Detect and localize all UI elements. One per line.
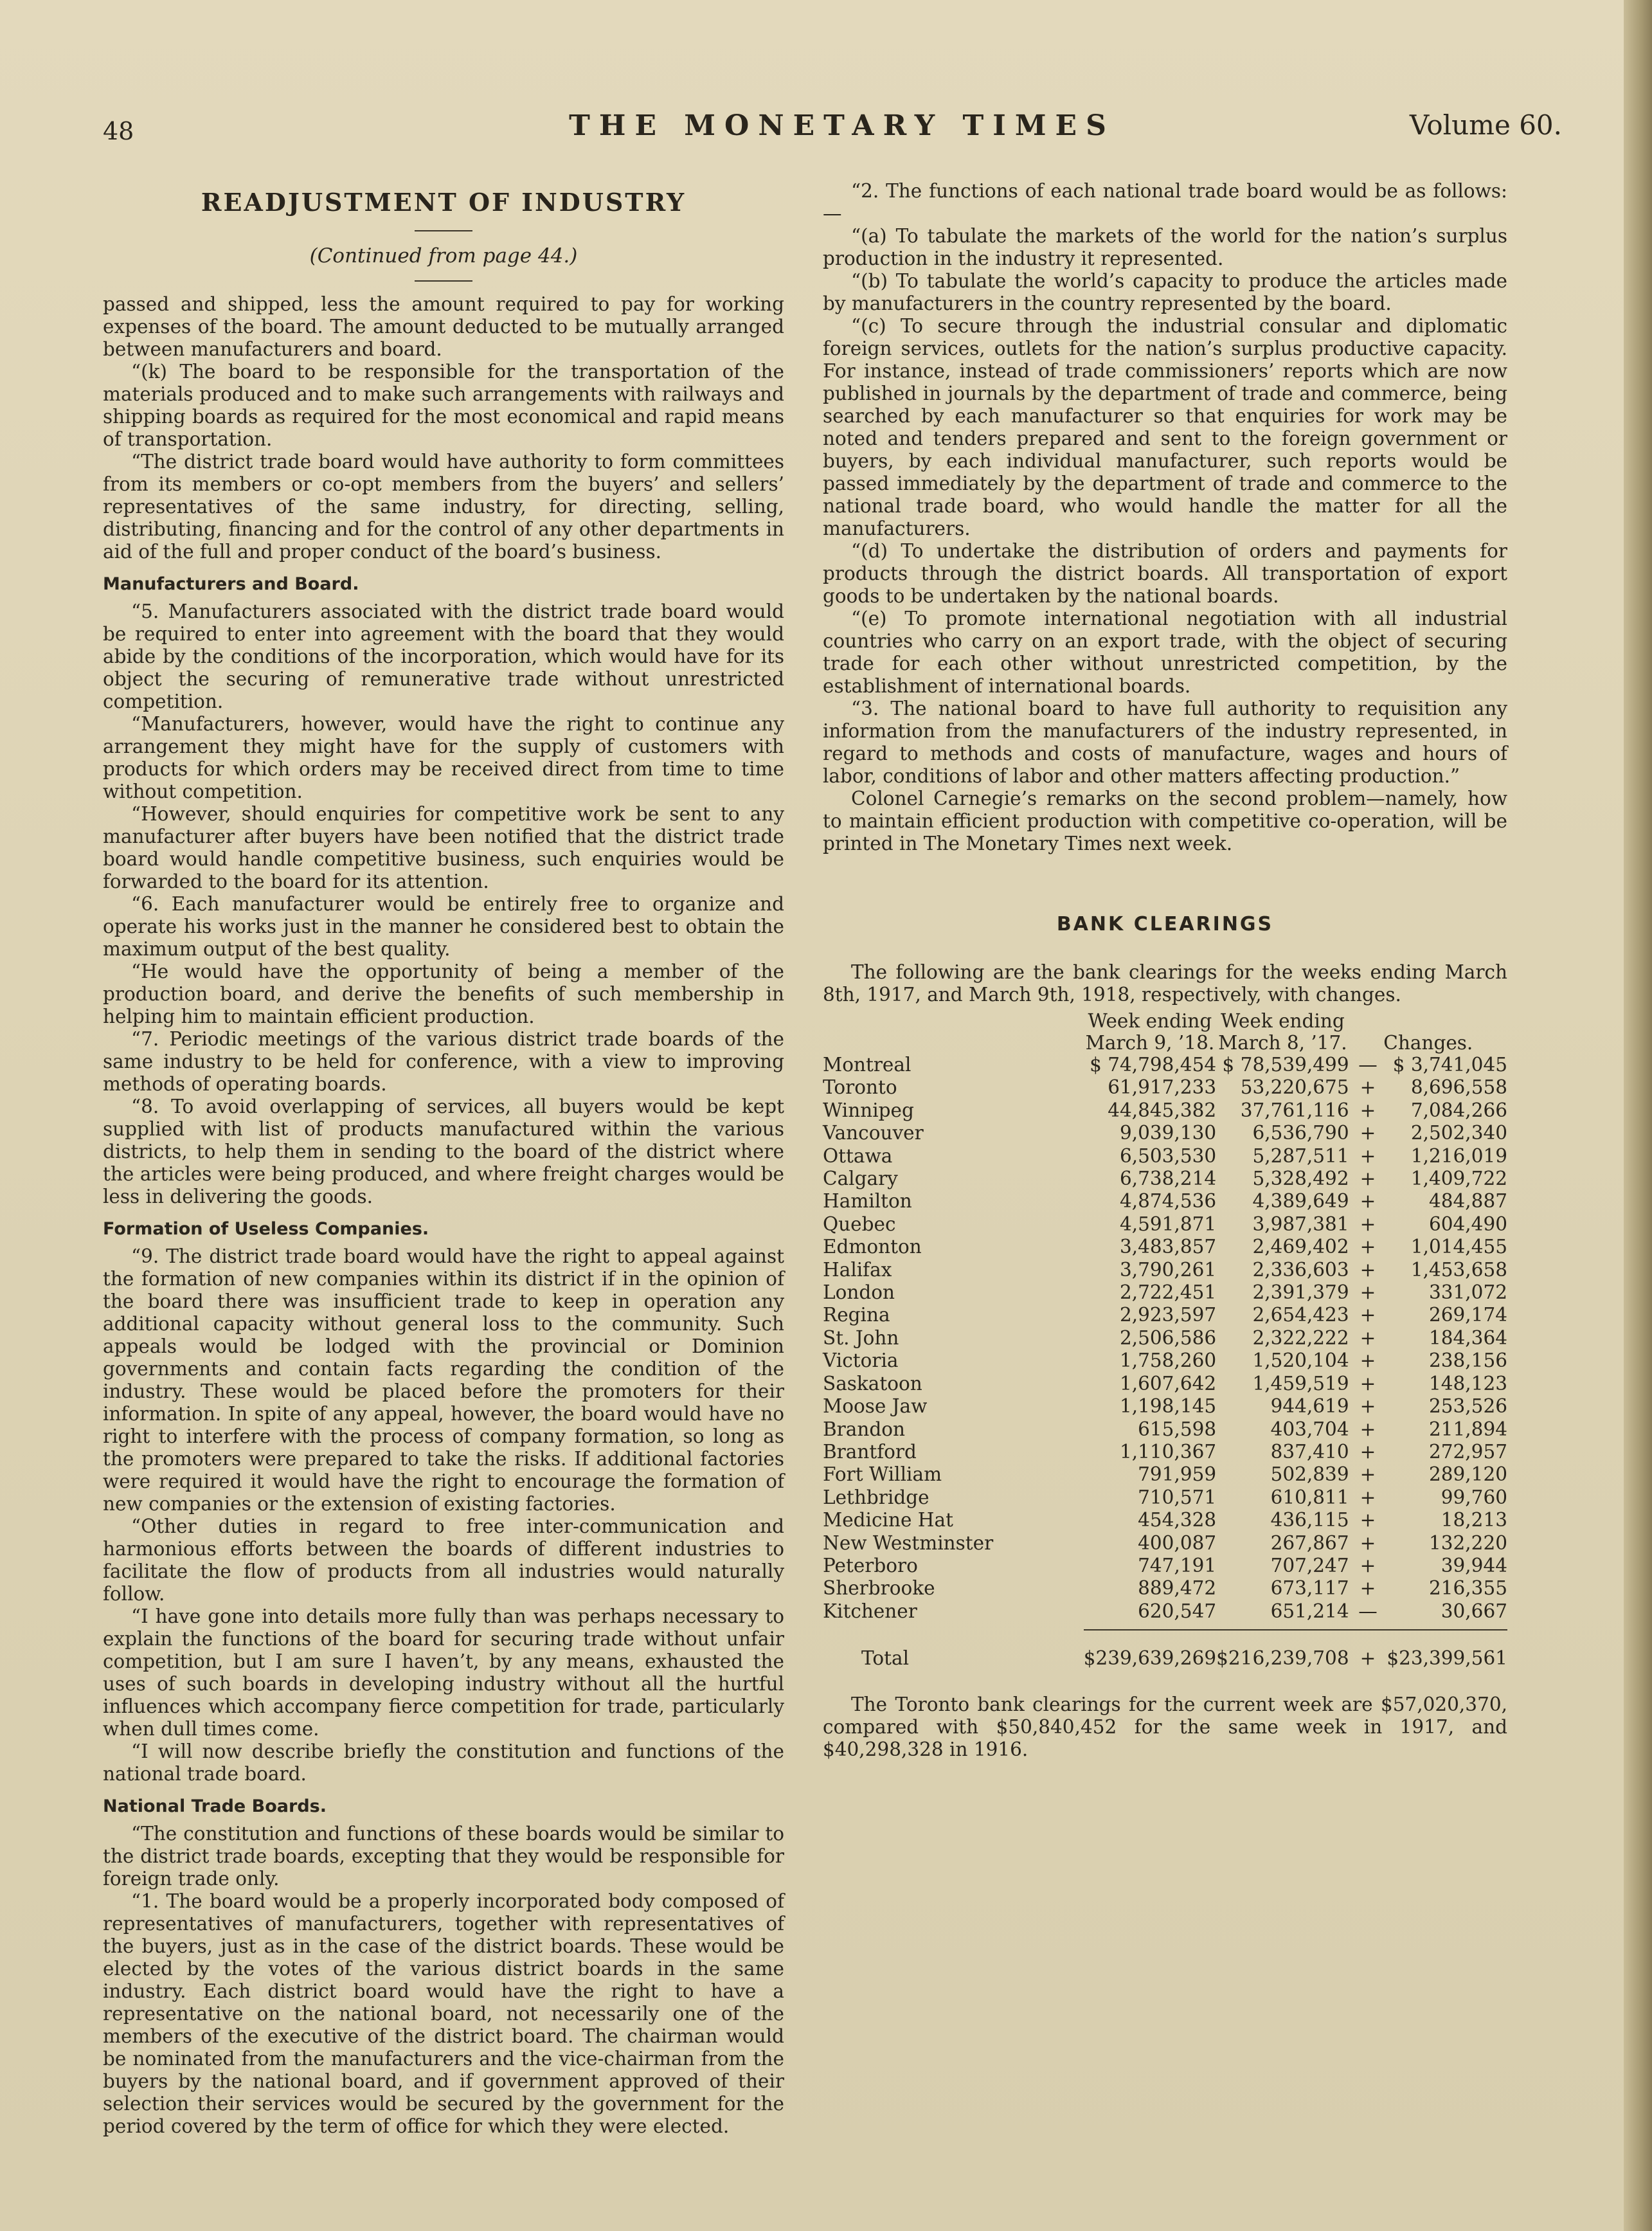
- week-1918-cell: 2,506,586: [1120, 1326, 1217, 1349]
- change-cell: 148,123: [1429, 1372, 1507, 1395]
- total-row: [823, 1630, 1507, 1670]
- paragraph: “(a) To tabulate the markets of the world for the nation’s surplus production in the industry it represented.: [823, 225, 1507, 269]
- table-row: [823, 1486, 1507, 1509]
- table-row: [823, 1577, 1507, 1600]
- table-row: [823, 1395, 1507, 1418]
- change-cell: 7,084,266: [1410, 1099, 1507, 1121]
- total-label: Total: [861, 1647, 910, 1669]
- city-cell: Winnipeg: [823, 1099, 914, 1121]
- week-1917-cell: 2,391,379: [1252, 1281, 1349, 1304]
- total-change: $23,399,561: [1387, 1647, 1507, 1670]
- week-1918-cell: 4,591,871: [1120, 1213, 1217, 1235]
- change-cell: 1,409,722: [1410, 1168, 1507, 1190]
- city-cell: St. John: [823, 1326, 899, 1349]
- change-cell: 253,526: [1429, 1395, 1507, 1418]
- city-cell: Edmonton: [823, 1236, 922, 1258]
- week-1917-cell: 707,247: [1270, 1554, 1349, 1576]
- change-cell: 132,220: [1429, 1531, 1507, 1554]
- city-cell: Lethbridge: [823, 1486, 929, 1508]
- week-1917-cell: 53,220,675: [1240, 1076, 1349, 1099]
- paragraph: “(k) The board to be responsible for the transportation of the materials produced and to make such arrangements with railways and shipping boards as required for the most economical and rapid means of transportation.: [103, 361, 784, 450]
- change-cell: 289,120: [1429, 1463, 1507, 1486]
- paragraph: “(c) To secure through the industrial consular and diplomatic foreign services, outlets for the nation’s surplus productive capacity. For instance, instead of trade commissioners’ reports which are now published in journals by the department of trade and commerce, being searched by each manufacturer so that enquiries for work may be noted and tenders prepared and sent to the foreign government or buyers, by each individual manufacturer, such reports would be passed immediately by the department of trade and commerce to the national trade board, who would handle the matter for all the manufacturers.: [823, 315, 1507, 539]
- city-cell: New Westminster: [823, 1531, 994, 1554]
- city-cell: Moose Jaw: [823, 1395, 928, 1418]
- total-1917: $216,239,708: [1216, 1647, 1349, 1670]
- page-edge: [1624, 0, 1652, 2231]
- table-row: [823, 1555, 1507, 1577]
- change-cell: 604,490: [1429, 1213, 1507, 1235]
- change-cell: 30,667: [1441, 1600, 1507, 1622]
- paragraph: “(d) To undertake the distribution of orders and payments for products through the district boards. All transportation of export goods to be undertaken by the national boards.: [823, 540, 1507, 607]
- paragraph: “I have gone into details more fully than was perhaps necessary to explain the functions of the board for securing trade without unfair competition, but I am sure I haven’t, by any means, exhausted the uses of such boards in developing industry without all the hurtful influences which accompany fierce competition for trade, particularly when dull times come.: [103, 1605, 784, 1740]
- paragraph: “I will now describe briefly the constitution and functions of the national trade board.: [103, 1740, 784, 1785]
- city-header: [823, 1010, 1084, 1054]
- table-row: [823, 1532, 1507, 1555]
- change-sign-cell: +: [1360, 1304, 1376, 1326]
- week-1917-cell: 1,520,104: [1252, 1350, 1349, 1372]
- week-1918-cell: 4,874,536: [1120, 1190, 1217, 1213]
- subheading-national-boards: National Trade Boards.: [103, 1796, 327, 1816]
- change-sign-cell: +: [1360, 1281, 1376, 1304]
- week-1918-cell: 61,917,233: [1108, 1076, 1217, 1099]
- table-row: [823, 1168, 1507, 1190]
- week-1917-cell: 5,287,511: [1252, 1144, 1349, 1167]
- week-1917-cell: 403,704: [1270, 1418, 1349, 1440]
- week-1917-cell: 1,459,519: [1252, 1372, 1349, 1395]
- change-sign-cell: +: [1360, 1144, 1376, 1167]
- paragraph: “7. Periodic meetings of the various district trade boards of the same industry to be held for conference, with a view to improving methods of operating boards.: [103, 1028, 784, 1095]
- closing-paragraph: Colonel Carnegie’s remarks on the second problem—namely, how to maintain efficient production with competitive co-operation, will be printed in The Monetary Times next week.: [823, 788, 1507, 854]
- rule-cell: [1349, 1623, 1507, 1630]
- change-cell: 272,957: [1429, 1440, 1507, 1463]
- week-1918-cell: $ 74,798,454: [1090, 1054, 1217, 1076]
- header-line: March 8, ’17.: [1218, 1032, 1347, 1054]
- week-1918-cell: 9,039,130: [1120, 1122, 1217, 1144]
- paragraph: “2. The functions of each national trade board would be as follows:—: [823, 180, 1507, 224]
- change-cell: 184,364: [1429, 1326, 1507, 1349]
- article-title: READJUSTMENT OF INDUSTRY: [201, 188, 687, 217]
- city-cell: Calgary: [823, 1168, 898, 1190]
- table-row: [823, 1190, 1507, 1213]
- paragraph: “The district trade board would have authority to form committees from its members or co-opt members from the buyers’ and sellers’ representatives of the same industry, for directing, selling, distributing, financing and for the control of any other departments in aid of the full and proper conduct of the board’s business.: [103, 451, 784, 563]
- week-1918-cell: 889,472: [1138, 1577, 1217, 1600]
- table-row: [823, 1509, 1507, 1531]
- city-cell: Quebec: [823, 1213, 896, 1235]
- paragraph: “6. Each manufacturer would be entirely free to organize and operate his works just in the manner he considered best to obtain the maximum output of the best quality.: [103, 893, 784, 960]
- week-1917-header: [1216, 1010, 1349, 1054]
- week-1917-cell: 610,811: [1270, 1486, 1349, 1508]
- change-sign-cell: +: [1360, 1463, 1376, 1486]
- change-cell: 99,760: [1441, 1486, 1507, 1508]
- table-row: [823, 1236, 1507, 1258]
- paragraph: “9. The district trade board would have the right to appeal against the formation of new companies within its district if in the opinion of the board there was insufficient trade to keep in operation any additional capacity without general loss to the community. Such appeals would be lodged with the provincial or Dominion governments and contain facts regarding the condition of the industry. These would be placed before the promoters for their information. In spite of any appeal, however, the board would have no right to interfere with the process of company formation, so long as the promoters were prepared to take the risks. If additional factories were required it would have the right to encourage the formation of new companies or the extension of existing factories.: [103, 1245, 784, 1515]
- change-cell: 1,216,019: [1410, 1144, 1507, 1167]
- paragraph: “Manufacturers, however, would have the right to continue any arrangement they might have for the supply of customers with products for which orders may be received direct from time to time without competition.: [103, 713, 784, 802]
- table-row: [823, 1418, 1507, 1441]
- right-column: [823, 180, 1507, 1761]
- table-row: [823, 1281, 1507, 1304]
- week-1917-cell: 944,619: [1270, 1395, 1349, 1418]
- change-cell: 2,502,340: [1410, 1122, 1507, 1144]
- table-row: [823, 1213, 1507, 1236]
- table-row: [823, 1463, 1507, 1486]
- week-1917-cell: 2,469,402: [1252, 1236, 1349, 1258]
- page-number: 48: [103, 117, 134, 145]
- week-1917-cell: 2,336,603: [1252, 1258, 1349, 1281]
- paragraph: “He would have the opportunity of being a member of the production board, and derive the benefits of such membership in helping him to maintain efficient production.: [103, 961, 784, 1027]
- continued-rule: [415, 280, 472, 282]
- city-cell: Sherbrooke: [823, 1577, 935, 1600]
- table-row: [823, 1350, 1507, 1372]
- change-cell: 216,355: [1429, 1577, 1507, 1600]
- table-row: [823, 1122, 1507, 1144]
- change-cell: 1,014,455: [1410, 1236, 1507, 1258]
- table-row: [823, 1076, 1507, 1099]
- table-row: [823, 1373, 1507, 1395]
- week-1918-cell: 2,722,451: [1120, 1281, 1217, 1304]
- table-row: [823, 1441, 1507, 1463]
- change-cell: 8,696,558: [1410, 1076, 1507, 1099]
- rule-row: [823, 1623, 1507, 1630]
- change-sign-cell: +: [1360, 1509, 1376, 1531]
- week-1917-cell: 502,839: [1270, 1463, 1349, 1486]
- change-cell: 1,453,658: [1410, 1258, 1507, 1281]
- week-1918-cell: 1,110,367: [1120, 1440, 1217, 1463]
- paragraph: “However, should enquiries for competitive work be sent to any manufacturer after buyers have been notified that the district trade board would handle competitive business, such enquiries would be forwarded to the board for its attention.: [103, 803, 784, 892]
- change-sign-cell: +: [1360, 1168, 1376, 1190]
- week-1918-cell: 1,607,642: [1120, 1372, 1217, 1395]
- table-body: [823, 1054, 1507, 1623]
- left-column: [103, 180, 784, 2138]
- city-cell: Peterboro: [823, 1554, 918, 1576]
- continued-note: (Continued from page 44.): [309, 244, 578, 267]
- change-cell: $ 3,741,045: [1392, 1054, 1507, 1076]
- paragraph: “8. To avoid overlapping of services, all buyers would be kept supplied with list of products manufactured within the various districts, to help them in sending to the board of the district where the articles were being produced, and where freight charges would be less in delivering the goods.: [103, 1096, 784, 1207]
- rule-cell: [1084, 1623, 1216, 1630]
- header-line: Week ending: [1088, 1010, 1212, 1032]
- paragraph: “3. The national board to have full authority to requisition any information from the manufacturers of the industry represented, in regard to methods and costs of manufacture, wages and hours of labor, conditions of labor and other matters affecting production.”: [823, 698, 1507, 787]
- paragraph: “The constitution and functions of these boards would be similar to the district trade boards, excepting that they would be responsible for foreign trade only.: [103, 1823, 784, 1890]
- change-cell: 18,213: [1441, 1509, 1507, 1531]
- changes-header: Changes.: [1383, 1032, 1473, 1054]
- city-cell: London: [823, 1281, 895, 1304]
- city-cell: Regina: [823, 1304, 890, 1326]
- change-sign-cell: +: [1360, 1486, 1376, 1508]
- bank-clearings-table: [823, 1010, 1507, 1670]
- week-1918-cell: 620,547: [1138, 1600, 1217, 1622]
- city-cell: Montreal: [823, 1054, 911, 1076]
- table-row: [823, 1145, 1507, 1168]
- table-row: [823, 1054, 1507, 1076]
- change-sign-cell: +: [1360, 1395, 1376, 1418]
- change-sign-cell: +: [1360, 1326, 1376, 1349]
- week-1917-cell: 267,867: [1270, 1531, 1349, 1554]
- city-cell: Brantford: [823, 1440, 917, 1463]
- paragraph: “1. The board would be a properly incorporated body composed of representatives of manufacturers, together with representatives of the buyers, just as in the case of the district boards. These would be elected by the votes of the various district boards in the same industry. Each district board would have the right to have a representative on the national board, not necessarily one of the members of the executive of the district board. The chairman would be nominated from the manufacturers and the vice-chairman from the buyers by the national board, and if government approved of their selection their services would be secured by the government for the period covered by the term of office for which they were elected.: [103, 1890, 784, 2137]
- change-cell: 211,894: [1429, 1418, 1507, 1440]
- week-1917-cell: 5,328,492: [1252, 1168, 1349, 1190]
- week-1918-cell: 3,483,857: [1120, 1236, 1217, 1258]
- week-1918-cell: 6,503,530: [1120, 1144, 1217, 1167]
- change-sign-cell: —: [1358, 1600, 1378, 1622]
- city-cell: Vancouver: [823, 1122, 924, 1144]
- change-sign-cell: +: [1360, 1099, 1376, 1121]
- paragraph: “(b) To tabulate the world’s capacity to produce the articles made by manufacturers in the country represented by the board.: [823, 270, 1507, 314]
- change-sign-cell: +: [1360, 1440, 1376, 1463]
- week-1917-cell: 4,389,649: [1252, 1190, 1349, 1213]
- table-row: [823, 1259, 1507, 1281]
- table-row: [823, 1099, 1507, 1122]
- change-cell: 484,887: [1429, 1190, 1507, 1213]
- week-1918-cell: 710,571: [1138, 1486, 1217, 1508]
- city-cell: Medicine Hat: [823, 1509, 953, 1531]
- subheading-useless-companies: Formation of Useless Companies.: [103, 1219, 429, 1239]
- paragraph: “(e) To promote international negotiation with all industrial countries who carry on an export trade, with the object of securing trade for each other without unrestricted competition, by the establishment of international boards.: [823, 608, 1507, 697]
- week-1917-cell: 2,654,423: [1252, 1304, 1349, 1326]
- table-row: [823, 1600, 1507, 1623]
- change-cell: 269,174: [1429, 1304, 1507, 1326]
- change-sign-cell: +: [1360, 1190, 1376, 1213]
- publication-title: THE MONETARY TIMES: [569, 109, 1115, 142]
- week-1917-cell: 436,115: [1270, 1509, 1349, 1531]
- table-row: [823, 1327, 1507, 1350]
- city-cell: Fort William: [823, 1463, 942, 1486]
- volume-label: Volume 60.: [1409, 109, 1562, 141]
- change-sign-cell: +: [1360, 1076, 1376, 1099]
- change-sign-cell: +: [1360, 1372, 1376, 1395]
- paragraph: passed and shipped, less the amount required to pay for working expenses of the board. The amount deducted to be mutually arranged between manufacturers and board.: [103, 293, 784, 360]
- title-rule: [415, 230, 472, 231]
- change-sign-cell: +: [1360, 1122, 1376, 1144]
- bank-footnote: The Toronto bank clearings for the current week are $57,020,370, compared with $50,840,452 for the same week in 1917, and $40,298,328 in 1916.: [823, 1693, 1507, 1760]
- total-sign: +: [1360, 1647, 1376, 1670]
- week-1918-cell: 400,087: [1138, 1531, 1217, 1554]
- change-sign-cell: +: [1360, 1577, 1376, 1600]
- change-sign-cell: +: [1360, 1236, 1376, 1258]
- week-1918-cell: 1,198,145: [1120, 1395, 1217, 1418]
- header-line: March 9, ’18.: [1085, 1032, 1215, 1054]
- change-cell: 238,156: [1429, 1350, 1507, 1372]
- change-sign-cell: +: [1360, 1258, 1376, 1281]
- week-1918-cell: 615,598: [1138, 1418, 1217, 1440]
- header-line: Week ending: [1220, 1010, 1345, 1032]
- paragraph: “5. Manufacturers associated with the district trade board would be required to enter into agreement with the board that they would abide by the conditions of the incorporation, which would have for its object the securing of remunerative trade without unrestricted competition.: [103, 601, 784, 712]
- bank-intro: The following are the bank clearings for the weeks ending March 8th, 1917, and March 9th, 1918, respectively, with changes.: [823, 961, 1507, 1006]
- paragraph: “Other duties in regard to free inter-communication and harmonious efforts between the boards of different industries to facilitate the flow of products from all industries would naturally follow.: [103, 1515, 784, 1605]
- week-1917-cell: 37,761,116: [1240, 1099, 1349, 1121]
- total-1918: $239,639,269: [1083, 1647, 1217, 1670]
- change-cell: 39,944: [1441, 1554, 1507, 1576]
- week-1918-cell: 454,328: [1138, 1509, 1217, 1531]
- city-cell: Ottawa: [823, 1144, 893, 1167]
- rule-cell: [1216, 1623, 1349, 1630]
- week-1918-cell: 791,959: [1138, 1463, 1217, 1486]
- change-sign-cell: +: [1360, 1350, 1376, 1372]
- week-1917-cell: 6,536,790: [1252, 1122, 1349, 1144]
- table-row: [823, 1304, 1507, 1326]
- week-1917-cell: 3,987,381: [1252, 1213, 1349, 1235]
- city-cell: Brandon: [823, 1418, 906, 1440]
- page-header: [103, 109, 1601, 154]
- rule-cell: [823, 1623, 1084, 1630]
- city-cell: Victoria: [823, 1350, 899, 1372]
- week-1917-cell: $ 78,539,499: [1222, 1054, 1349, 1076]
- change-sign-cell: +: [1360, 1554, 1376, 1576]
- city-cell: Kitchener: [823, 1600, 917, 1622]
- change-sign-cell: +: [1360, 1213, 1376, 1235]
- city-cell: Toronto: [823, 1076, 897, 1099]
- week-1918-cell: 3,790,261: [1120, 1258, 1217, 1281]
- city-cell: Hamilton: [823, 1190, 912, 1213]
- change-cell: 331,072: [1429, 1281, 1507, 1304]
- change-sign-cell: +: [1360, 1418, 1376, 1440]
- week-1917-cell: 837,410: [1270, 1440, 1349, 1463]
- week-1918-header: [1084, 1010, 1216, 1054]
- change-sign-cell: —: [1358, 1054, 1378, 1076]
- week-1918-cell: 2,923,597: [1120, 1304, 1217, 1326]
- week-1918-cell: 1,758,260: [1120, 1350, 1217, 1372]
- week-1918-cell: 44,845,382: [1108, 1099, 1217, 1121]
- city-cell: Halifax: [823, 1258, 892, 1281]
- bank-clearings-title: BANK CLEARINGS: [1056, 913, 1274, 935]
- week-1918-cell: 6,738,214: [1120, 1168, 1217, 1190]
- week-1917-cell: 673,117: [1270, 1577, 1349, 1600]
- change-sign-cell: +: [1360, 1531, 1376, 1554]
- week-1917-cell: 651,214: [1270, 1600, 1349, 1622]
- week-1918-cell: 747,191: [1138, 1554, 1217, 1576]
- subheading-manufacturers: Manufacturers and Board.: [103, 574, 359, 594]
- week-1917-cell: 2,322,222: [1252, 1326, 1349, 1349]
- city-cell: Saskatoon: [823, 1372, 922, 1395]
- table-header-row: [823, 1010, 1507, 1054]
